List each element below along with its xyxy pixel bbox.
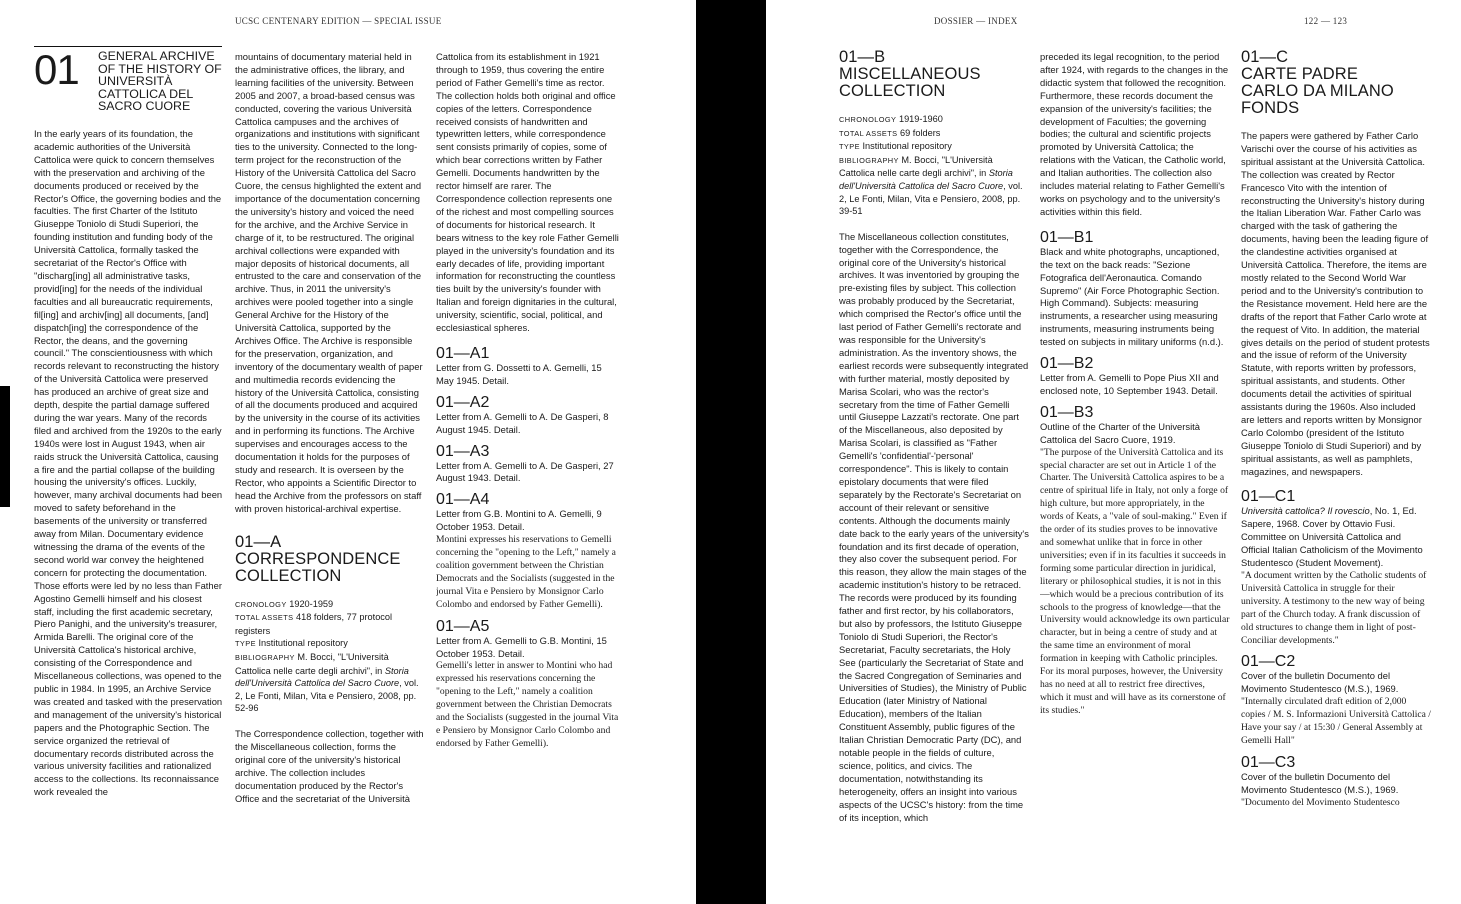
meta-value: Institutional repository bbox=[862, 141, 952, 152]
item-code: 01—C2 bbox=[1241, 653, 1296, 671]
meta-value: 69 folders bbox=[900, 127, 941, 138]
meta-value: M. Bocci, "L'Università Cattolica nelle carte degli archivi", in bbox=[839, 154, 993, 179]
item-code: 01—A2 bbox=[436, 393, 490, 411]
meta-value-italic: Storia dell'Università Cattolica del Sacro Cuore bbox=[839, 168, 1013, 191]
item-code: 01—A1 bbox=[436, 344, 490, 362]
item-entry bbox=[436, 491, 620, 611]
section-code: 01—B bbox=[839, 49, 886, 66]
item-code: 01—C1 bbox=[1241, 488, 1296, 506]
meta-label: TYPE bbox=[235, 639, 256, 649]
running-head-right: DOSSIER — INDEX bbox=[934, 16, 1018, 26]
column-1 bbox=[34, 128, 224, 852]
column-5 bbox=[1040, 51, 1230, 852]
item-entry bbox=[1040, 229, 1230, 349]
meta-label: CRONOLOGY bbox=[235, 599, 287, 609]
meta-value: , vol. 2, Le Fonti, Milan, Vita e Pensiero, 2008, pp. 52-96 bbox=[235, 678, 419, 714]
collection-metadata bbox=[235, 598, 425, 715]
item-code: 01—B2 bbox=[1040, 355, 1094, 373]
section-code: 01—A bbox=[235, 532, 282, 551]
meta-label: TYPE bbox=[839, 142, 860, 152]
meta-value: , vol. 2, Le Fonti, Milan, Vita e Pensiero, 2008, pp. 39-51 bbox=[839, 180, 1023, 217]
meta-value: M. Bocci, "L'Università Cattolica nelle carte degli archivi", in bbox=[235, 652, 389, 676]
body-text: The Correspondence collection, together with the Miscellaneous collection, forms the original core of the university's historical archive. The collection includes documentation produced by the Rector's Office and the secretariat of the Università bbox=[235, 727, 424, 804]
thumb-index-tab bbox=[0, 386, 10, 507]
item-quote: "A document written by the Catholic students of Università Cattolica in struggle for their university. A testimony to the new way of being part of the Church today. A frank discussion of old structures to change them in light of post-Conciliar developments." bbox=[1241, 570, 1427, 646]
item-description: Letter from G. Dossetti to A. Gemelli, 15 May 1945. Detail. bbox=[436, 361, 602, 386]
column-6 bbox=[1241, 49, 1431, 852]
item-code: 01—A4 bbox=[436, 491, 490, 509]
item-entry bbox=[1241, 653, 1431, 747]
page-gutter bbox=[696, 0, 766, 904]
meta-label: TOTAL ASSETS bbox=[235, 613, 294, 623]
item-entry bbox=[1241, 754, 1431, 810]
item-description: Black and white photographs, uncaptioned, the text on the back reads: "Sezione Fotografica dell'Aeronautica. Comando Supremo" (Air Force Photographic Section. High Command). Subjects: measuring instruments, a researcher using measuring instruments, measuring instruments being tested on subjects in military uniforms (n.d.). bbox=[1040, 245, 1224, 348]
body-text: preceded its legal recognition, to the period after 1924, with regards to the changes in the didactic system that followed the recognition. Furthermore, these records document the expansion of the university's facilities; the development of Faculties; the governing bodies; the cultural and scientific projects promoted by Università Cattolica; the relations with the Vatican, the Catholic world, and Italian authorities. The collection also includes material relating to Father Gemelli's works on psychology and to the university's activities within this field. bbox=[1040, 51, 1229, 217]
body-text: In the early years of its foundation, the academic authorities of the Università Cattolica were quick to concern themselves with the preservation and archiving of the documents produced or received by the Rector's Office, the governing bodies and the faculties. The first Charter of the Istituto Giuseppe Toniolo di Studi Superiori, the founding institution and funding body of the Università Cattolica, formally tasked the secretariat of the Rector's Office with "discharg[ing] all administrative tasks, provid[ing] for the needs of the individual faculties and all bureaucratic requirements, fil[ing] and archiv[ing] all documents, [and] dispatch[ing] the correspondence of the Rector, the deans, and the governing council." The conscientiousness with which records relevant to reconstructing the history of the Università Cattolica were preserved has produced an archive of great size and depth, despite the partial damage suffered during the war years. Many of the records filed and archived from the 1920s to the early 1940s were lost in August 1943, when air raids struck the Università Cattolica, causing a fire and the partial collapse of the building housing the university's offices. Luckily, however, many archival documents had been moved to safety beforehand in the basements of the university or transferred away from Milan. Documentary evidence witnessing the drama of the events of the second world war convey the heightened concern for protecting the documentation. Those efforts were led by no less than Father Agostino Gemelli himself and his closest staff, including the first academic secretary, Piero Panighi, and the university's treasurer, Armida Barelli. The original core of the Università Cattolica's historical archive, consisting of the Correspondence and Miscellaneous collections, was opened to the public in 1984. In 1995, an Archive Service was created and tasked with the preservation and management of the university's historical papers and the Photographic Section. The service organized the retrieval of documentary records distributed across the various university facilities and rationalized access to the collections. Its reconnaissance work revealed the bbox=[34, 128, 223, 798]
running-head-left: UCSC CENTENARY EDITION — SPECIAL ISSUE bbox=[235, 16, 442, 26]
item-description bbox=[1241, 505, 1431, 570]
archive-number: 01 bbox=[34, 46, 79, 93]
item-quote: "The purpose of the Università Cattolica and its special character are set out in Article 1 of the Charter. The Università Cattolica aspires to be a centre of spiritual life in Italy, not only a forge of high culture, but more appropriately, in the words of Keats, a "vale of soul-making." Even if the order of its studies proves to be innovative and somewhat unlike that in force in other universities; even if in its faculties it succeeds in forming some particular direction in juridical, literary or philosophical studies, it is not in this—which would be a precious contribution of its schools to the progress of knowledge—that the University would acknowledge its own particular character, but in being a centre of study and at the same time an environment of moral formation in keeping with Catholic principles. For its moral purposes, however, the University has no need at all to restrict free directives, which it must and will have as its cornerstone of its studies." bbox=[1040, 446, 1230, 716]
item-entry bbox=[1040, 355, 1230, 398]
body-text: mountains of documentary material held in the administrative offices, the library, and learning facilities of the university. Between 2005 and 2007, a broad-based census was conducted, covering the various Università Cattolica campuses and the archives of organizations and institutions with significant ties to the university. Connected to the long-term project for the reconstruction of the History of the Università Cattolica del Sacro Cuore, the census highlighted the extent and importance of the documentation concerning the university's history and voiced the need for the archive, and the Archive Service in charge of it, to be restructured. The original archival collections were expanded with major deposits of historical documents, all entrusted to the care and conservation of the archive. Thus, in 2011 the university's archives were pooled together into a single General Archive for the History of the Università Cattolica, supported by the Archives Office. The Archive is responsible for the preservation, organization, and inventory of the documentary wealth of paper and multimedia records evidencing the history of the Università Cattolica, consisting of all the documents produced and acquired by the university in the course of its activities and in performing its functions. The Archive supervises and encourages access to the documentation it holds for the purposes of study and research. It is overseen by the Rector, who appoints a Scientific Director to head the Archive from the professors on staff with proven historical-archival expertise. bbox=[235, 51, 423, 514]
section-title: CARTE PADRE CARLO DA MILANO FONDS bbox=[1241, 65, 1394, 117]
item-description: Letter from A. Gemelli to A. De Gasperi, 27 August 1943. Detail. bbox=[436, 459, 614, 484]
meta-value: Institutional repository bbox=[258, 638, 348, 649]
section-title: CORRESPONDENCE COLLECTION bbox=[235, 549, 401, 585]
item-description: Letter from A. Gemelli to A. De Gasperi, 8 August 1945. Detail. bbox=[436, 410, 609, 435]
item-quote: Gemelli's letter in answer to Montini who had expressed his reservations concerning the "opening to the Left," namely a coalition government between the Christian Democrats and the Socialists (suggested in the journal Vita e Pensiero by Monsignor Carlo Colombo and endorsed by Father Gemelli). bbox=[436, 660, 619, 749]
column-2 bbox=[235, 51, 425, 852]
item-quote: "Documento del Movimento Studentesco bbox=[1241, 796, 1400, 808]
archive-title: GENERAL ARCHIVE OF THE HISTORY OF UNIVERSITÀ CATTOLICA DEL SACRO CUORE bbox=[98, 49, 222, 114]
item-description: Letter from A. Gemelli to Pope Pius XII and enclosed note, 10 September 1943. Detail. bbox=[1040, 372, 1219, 396]
collection-metadata bbox=[839, 113, 1029, 218]
meta-label: TOTAL ASSETS bbox=[839, 128, 898, 138]
body-text: Cattolica from its establishment in 1921 through to 1959, thus covering the entire period of Father Gemelli's time as rector. The collection holds both original and office copies of the letters. Correspondence received consists of handwritten and typewritten letters, while correspondence sent consists primarily of copies, some of which bear corrections written by Father Gemelli. Documents handwritten by the rector himself are rarer. The Correspondence collection represents one of the richest and most compelling sources of documents for historical research. It bears witness to the key role Father Gemelli played in the university's foundation and its early decades of life, providing important information for reconstructing the countless ties built by the university's founder with Italian and foreign dignitaries in the cultural, university, scientific, social, political, and ecclesiastical spheres. bbox=[436, 51, 619, 334]
item-description: Letter from A. Gemelli to G.B. Montini, 15 October 1953. Detail. bbox=[436, 634, 607, 659]
item-code: 01—A3 bbox=[436, 442, 490, 460]
column-3 bbox=[436, 51, 620, 852]
item-code: 01—B3 bbox=[1040, 403, 1094, 421]
meta-label: CHRONOLOGY bbox=[839, 115, 897, 124]
item-entry bbox=[436, 443, 620, 486]
item-entry bbox=[436, 618, 620, 751]
body-text: The Miscellaneous collection constitutes, together with the Correspondence, the original core of the University's historical archives. It was inventoried by grouping the pre-existing files by subject. This collection was probably produced by the Secretariat, which comprised the Rector's office until the last period of Father Gemelli's rectorate and was responsible for the University's administration. As the inventory shows, the earliest records were subsequently integrated with further material, mostly deposited by Marisa Scolari, who was the rector's secretary from the time of Father Gemelli until Giuseppe Lazzati's rectorate. One part of the Miscellaneous, also deposited by Marisa Scolari, is classified as "Father Gemelli's 'confidential'-'personal' correspondence". This is likely to contain epistolary documents that were filed separately by the Rectorate's Secretariat on account of their relevant or sensitive contents. Although the documents mainly date back to the early years of the university's foundation and its first decade of operation, they also cover the subsequent period. For this reason, they allow the main stages of the academic institution's history to be retraced. The records were produced by its founding father and first rector, by his collaborators, but also by professors, the Istituto Giuseppe Toniolo di Studi Superiori, the Rector's Secretariat, Faculty secretariats, the Holy See (particularly the Secretariat of State and the Sacred Congregation of Seminaries and Universities of Studies), the Ministry of Public Education (later Ministry of National Education), members of the Italian Constituent Assembly, public figures of the Italian Christian Democratic Party (DC), and notable people in the fields of culture, science, politics, and civics. The documentation, notwithstanding its heterogeneity, offers an insight into various aspects of the UCSC's history: from the time of its inception, which bbox=[839, 230, 1029, 823]
item-description: Cover of the bulletin Documento del Movimento Studentesco (M.S.), 1969. bbox=[1241, 670, 1399, 695]
item-code: 01—C3 bbox=[1241, 753, 1296, 771]
body-text: The papers were gathered by Father Carlo Varischi over the course of his activities as spiritual assistant at the Università Cattolica. The collection was created by Rector Francesco Vito with the intention of reconstructing the University's history during the Italian Liberation War. Father Carlo was charged with the task of gathering the documents, having been the leading figure of the clandestine activities organised at Università Cattolica. Therefore, the items are mostly related to the Second World War period and to the University's contribution to the Resistance movement. Held here are the drafts of the report that Father Carlo wrote at the request of Vito. In addition, the material gives details on the period of student protests and the issue of reform of the University Statute, with reports written by professors, spiritual assistants, and students. Other documents detail the activities of spiritual assistants during the 1960s. Also included are letters and reports written by Monsignor Carlo Colombo (president of the Istituto Giuseppe Toniolo di Studi Superiori) and by spiritual assistants, as well as pamphlets, magazines, and newspapers. bbox=[1241, 130, 1430, 477]
item-description-text: , No. 1, Ed. Sapere, 1968. Cover by Ottavio Fusi. Committee on Università Cattolica and Official Italian Catholicism of the Movimento Studentesco (Student Movement). bbox=[1241, 505, 1423, 569]
item-description: Outline of the Charter of the Università Cattolica del Sacro Cuore, 1919. bbox=[1040, 420, 1200, 445]
column-4 bbox=[839, 49, 1029, 852]
item-entry bbox=[1241, 488, 1431, 647]
page-numbers: 122 — 123 bbox=[1304, 16, 1348, 26]
item-description: Letter from G.B. Montini to A. Gemelli, 9 October 1953. Detail. bbox=[436, 508, 602, 533]
meta-value: 418 folders, 77 protocol registers bbox=[235, 612, 393, 636]
item-code: 01—B1 bbox=[1040, 228, 1094, 246]
item-description: Cover of the bulletin Documento del Movimento Studentesco (M.S.), 1969. bbox=[1241, 770, 1399, 795]
item-quote: Montini expresses his reservations to Gemelli concerning the "opening to the Left," namely a coalition government between the Christian Democrats and the Socialists (suggested in the journal Vita e Pensiero by Monsignor Carlo Colombo and endorsed by Father Gemelli). bbox=[436, 534, 616, 610]
item-quote: "Internally circulated draft edition of 2,000 copies / M. S. Informazioni Università Cattolica / Have your say / at 15:30 / General Assembly at Gemelli Hall" bbox=[1241, 696, 1431, 746]
item-entry bbox=[436, 345, 620, 388]
meta-label: BIBLIOGRAPHY bbox=[235, 653, 295, 662]
item-code: 01—A5 bbox=[436, 617, 490, 635]
item-title-italic: Università cattolica? Il rovescio bbox=[1241, 505, 1370, 517]
section-code: 01—C bbox=[1241, 49, 1289, 66]
meta-value-italic: Storia dell'Università Cattolica del Sacro Cuore bbox=[235, 665, 409, 689]
item-entry bbox=[1040, 404, 1230, 718]
meta-label: BIBLIOGRAPHY bbox=[839, 155, 899, 165]
section-title: MISCELLANEOUS COLLECTION bbox=[839, 65, 981, 100]
meta-value: 1920-1959 bbox=[289, 598, 334, 609]
item-entry bbox=[436, 394, 620, 437]
meta-value: 1919-1960 bbox=[898, 114, 943, 124]
